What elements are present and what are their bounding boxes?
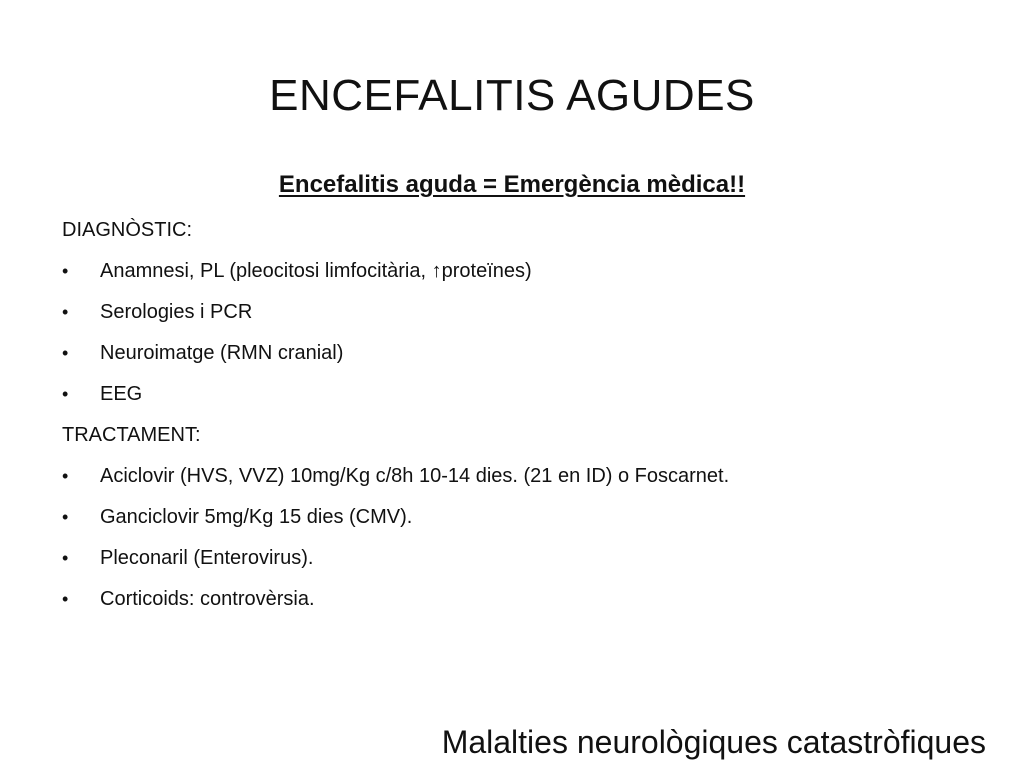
- list-item-text: Anamnesi, PL (pleocitosi limfocitària, ↑proteïnes): [100, 260, 532, 282]
- list-item-text: Aciclovir (HVS, VVZ) 10mg/Kg c/8h 10-14 dies. (21 en ID) o Foscarnet.: [100, 465, 730, 487]
- list-item-text: Corticoids: controvèrsia.: [100, 588, 315, 610]
- bullet-icon: •: [62, 507, 69, 527]
- list-item: [62, 374, 962, 415]
- list-item: [62, 579, 962, 620]
- list-item: [62, 251, 962, 292]
- list-item: [62, 292, 962, 333]
- bullet-icon: •: [62, 466, 69, 486]
- list-item: [62, 497, 962, 538]
- bullet-icon: •: [62, 384, 69, 404]
- slide-title: ENCEFALITIS AGUDES: [269, 71, 755, 120]
- bullet-icon: •: [62, 261, 69, 281]
- list-item: [62, 333, 962, 374]
- slide-footer: Malalties neurològiques catastròfiques: [441, 724, 986, 760]
- slide-subtitle: Encefalitis aguda = Emergència mèdica!!: [278, 171, 746, 198]
- list-item: [62, 538, 962, 579]
- treatment-heading: TRACTAMENT:: [62, 424, 201, 446]
- bullet-icon: •: [62, 548, 69, 568]
- list-item-text: EEG: [100, 383, 143, 405]
- list-item-text: Pleconaril (Enterovirus).: [100, 547, 314, 569]
- bullet-icon: •: [62, 343, 69, 363]
- bullet-icon: •: [62, 589, 69, 609]
- list-item-text: Ganciclovir 5mg/Kg 15 dies (CMV).: [100, 506, 413, 528]
- slide-body: [62, 210, 962, 620]
- list-item: [62, 456, 962, 497]
- bullet-icon: •: [62, 302, 69, 322]
- list-item-text: Serologies i PCR: [100, 301, 253, 323]
- diagnostic-heading: DIAGNÒSTIC:: [62, 219, 193, 241]
- list-item-text: Neuroimatge (RMN cranial): [100, 342, 344, 364]
